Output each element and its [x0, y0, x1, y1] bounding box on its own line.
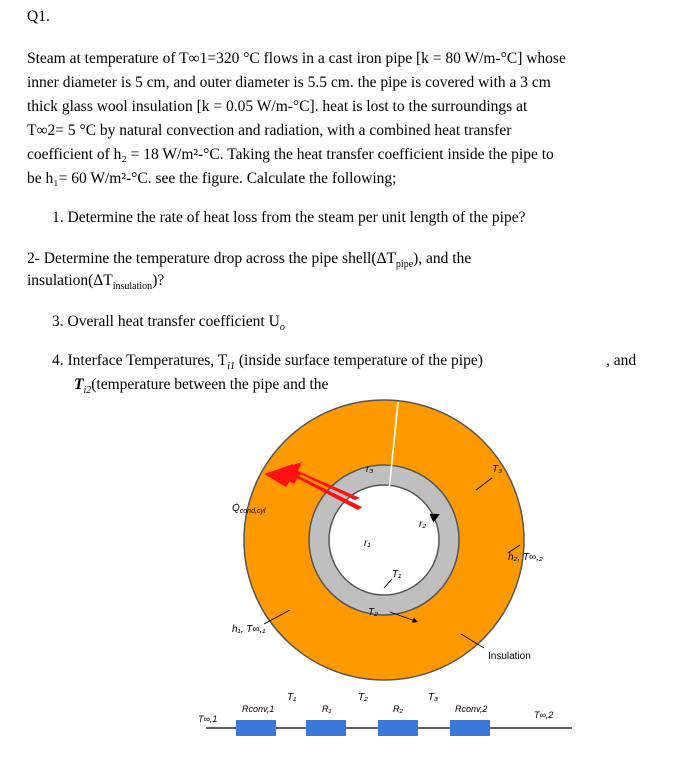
question-number: Q1. [27, 8, 50, 25]
item-2-text: 2- Determine the temperature drop across the pipe shell(ΔT [27, 250, 396, 267]
label-h2: h₂, T∞,₂ [508, 552, 543, 563]
item-4-rest-2: (temperature between the pipe and the [91, 376, 329, 393]
label-q-main: Q̇ [232, 503, 240, 514]
circuit-node-t3: T₃ [428, 692, 439, 703]
resistor-r2 [378, 720, 418, 736]
label-t2-inner: T₂ [368, 607, 378, 618]
item-4-text: 4. Interface Temperatures, T [52, 352, 228, 369]
item-4-rest: (inside surface temperature of the pipe) [235, 352, 483, 369]
item-2-sub-2: insulation [112, 281, 153, 293]
paragraph-line: Steam at temperature of T∞1=320 °C flows in a cast iron pipe [k = 80 W/m-°C] whose [27, 50, 566, 67]
item-2-text-2: insulation(ΔT [27, 272, 113, 289]
circuit-label-rconv2: Rconv,2 [455, 704, 488, 714]
item-2-end: ), and the [413, 250, 472, 267]
resistor-r1 [306, 720, 346, 736]
circuit-label-rconv1: Rconv,1 [242, 704, 275, 714]
label-insulation: Insulation [488, 651, 531, 662]
label-h1: h₁, T∞,₁ [232, 624, 266, 635]
paragraph-line: coefficient of h₂ = 18 W/m²-°C. Taking the heat transfer coefficient inside the pipe to [27, 146, 554, 163]
item-2-end-2: )? [152, 272, 165, 289]
circuit-node-t1: T₁ [287, 692, 297, 703]
circuit-label-r2: R₂ [393, 704, 403, 714]
item-4-sub-2: i2 [83, 385, 92, 397]
circuit-label-r1: R₁ [322, 704, 332, 714]
resistor-rconv2 [450, 720, 490, 736]
paragraph-line: inner diameter is 5 cm, and outer diameter is 5.5 cm. the pipe is covered with a 3 cm [27, 74, 551, 91]
label-q-sub: cond,cyl [239, 508, 266, 515]
label-r1: r₁ [364, 538, 371, 549]
item-2-sub: pipe [395, 259, 414, 271]
paragraph-line: T∞2= 5 °C by natural convection and radiation, with a combined heat transfer [27, 122, 512, 139]
label-r3: r₃ [366, 464, 374, 475]
item-1: 1. Determine the rate of heat loss from the steam per unit length of the pipe? [52, 209, 526, 226]
label-r2: r₂ [419, 519, 427, 530]
paragraph-line: be h₁= 60 W/m²-°C. see the figure. Calculate the following; [27, 170, 397, 187]
circuit-node-t2: T₂ [358, 692, 368, 703]
item-3-text: 3. Overall heat transfer coefficient U [52, 313, 280, 330]
item-3-sub: o [279, 322, 285, 334]
circuit-right-end: T∞,2 [534, 710, 554, 720]
item-4-sub: i1 [227, 361, 235, 373]
item-4-t: T [74, 376, 84, 393]
resistor-rconv1 [236, 720, 276, 736]
label-t3: T₃ [492, 464, 503, 475]
circuit-left-end: T∞,1 [198, 714, 218, 724]
paragraph-line: thick glass wool insulation [k = 0.05 W/m-°C]. heat is lost to the surroundings at [27, 98, 528, 115]
label-t1-inner: T₁ [392, 569, 402, 580]
item-4-end: , and [606, 352, 637, 369]
